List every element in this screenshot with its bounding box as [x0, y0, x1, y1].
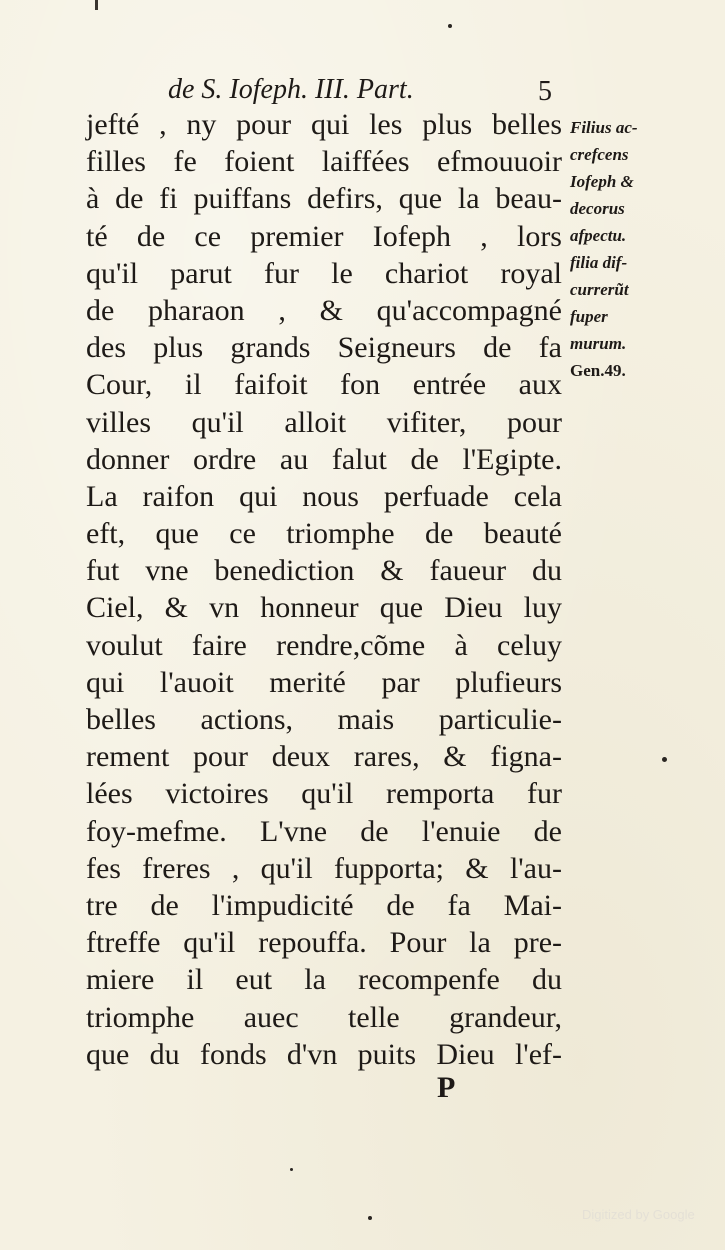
text-line: Ciel, & vn honneur que Dieu luy — [86, 591, 562, 625]
text-line: fes freres , qu'il fupporta; & l'au- — [86, 851, 562, 885]
text-line: filles fe foient laiffées efmouuoir — [86, 145, 562, 179]
text-line: lées victoires qu'il remporta fur — [86, 777, 562, 811]
running-head: de S. Iofeph. III. Part. — [168, 74, 414, 105]
margin-note-reference: Gen.49. — [570, 361, 626, 380]
text-line: que du fonds d'vn puits Dieu l'ef- — [86, 1037, 562, 1071]
text-line: de pharaon , & qu'accompagné — [86, 293, 562, 327]
text-line: jefté , ny pour qui les plus belles — [86, 108, 562, 141]
page-edge-mark — [95, 0, 98, 10]
text-line: té de ce premier Iofeph , lors — [86, 219, 562, 253]
page-number: 5 — [538, 76, 552, 107]
text-line: miere il eut la recompenfe du — [86, 963, 562, 997]
digitization-watermark: Digitized by Google — [582, 1207, 695, 1222]
text-line: triomphe auec telle grandeur, — [86, 1000, 562, 1034]
text-line: des plus grands Seigneurs de fa — [86, 331, 562, 365]
margin-note-line: murum. — [570, 334, 627, 353]
ink-speck — [448, 24, 452, 28]
text-line: qu'il parut fur le chariot royal — [86, 256, 562, 290]
margin-note-line: currerũt — [570, 280, 629, 299]
ink-speck — [368, 1216, 372, 1220]
margin-note-line: fuper — [570, 307, 608, 326]
text-line: fut vne benediction & faueur du — [86, 554, 562, 588]
ink-speck — [290, 1168, 293, 1171]
margin-note-line: decorus — [570, 199, 625, 218]
text-line: eft, que ce triomphe de beauté — [86, 517, 562, 551]
signature-mark: P — [437, 1071, 456, 1104]
margin-note-line: Filius ac- — [570, 118, 638, 137]
text-line: villes qu'il alloit vifiter, pour — [86, 405, 562, 439]
marginal-citation — [570, 114, 700, 384]
margin-note-line: crefcens — [570, 145, 629, 164]
ink-speck — [662, 757, 667, 762]
text-line: rement pour deux rares, & figna- — [86, 740, 562, 774]
text-line: donner ordre au falut de l'Egipte. — [86, 442, 562, 476]
text-line: La raifon qui nous perfuade cela — [86, 479, 562, 513]
text-line: qui l'auoit merité par plufieurs — [86, 665, 562, 699]
text-line: tre de l'impudicité de fa Mai- — [86, 888, 562, 922]
margin-note-line: Iofeph & — [570, 172, 634, 191]
text-line: voulut faire rendre,cõme à celuy — [86, 628, 562, 662]
margin-note-line: afpectu. — [570, 226, 627, 245]
text-line: foy-mefme. L'vne de l'enuie de — [86, 814, 562, 848]
text-line: Cour, il faifoit fon entrée aux — [86, 368, 562, 402]
text-line: belles actions, mais particulie- — [86, 703, 562, 736]
main-text-block — [86, 106, 562, 1073]
text-line: à de fi puiffans defirs, que la beau- — [86, 182, 562, 216]
text-line: ftreffe qu'il repouffa. Pour la pre- — [86, 926, 562, 960]
margin-note-line: filia dif- — [570, 253, 628, 272]
